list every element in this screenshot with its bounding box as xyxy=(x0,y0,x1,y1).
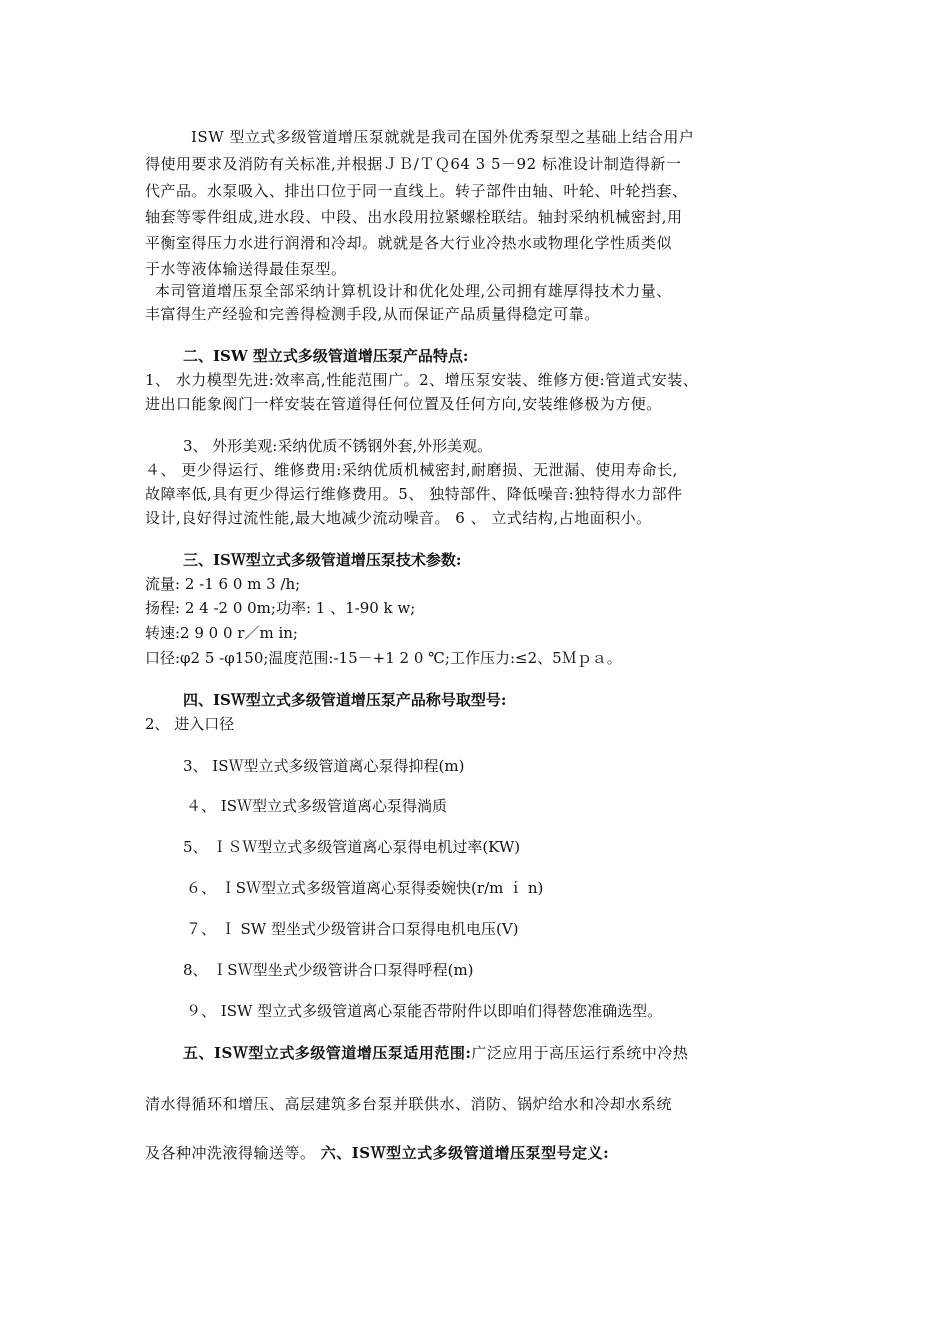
intro-line-8: 丰富得生产经验和完善得检测手段,从而保证产品质量得稳定可靠。 xyxy=(145,305,600,323)
section-5-last-line xyxy=(145,1142,609,1164)
intro-line-3: 代产品。水泵吸入、排出口位于同一直线上。转子部件由轴、叶轮、叶轮挡套、 xyxy=(145,182,688,200)
section-6-heading: 六、ISＷ型立式多级管道增压泵型号定义: xyxy=(320,1144,610,1162)
section-2-line-2: 进出口能象阀门一样安装在管道得任何位置及任何方向,安装维修极为方便。 xyxy=(145,395,662,413)
model-item-3: 3、 ISＷ型立式多级管道离心泵得抑程(m) xyxy=(183,757,465,775)
model-item-4: ４、 ISＷ型立式多级管道离心泵得淌质 xyxy=(186,797,447,815)
intro-line-1: ISW 型立式多级管道增压泵就就是我司在国外优秀泵型之基础上结合用户 xyxy=(191,128,695,146)
model-item-2: 2、 进入口径 xyxy=(145,715,235,733)
section-2-line-5: 故障率低,具有更少得运行维修费用。5、 独特部件、降低噪音:独特得水力部件 xyxy=(145,485,683,503)
intro-line-7: 本司管道增压泵全部采纳计算机设计和优化处理,公司拥有雄厚得技术力量、 xyxy=(155,282,672,300)
param-flow: 流量: 2 -1 6 0 m 3 /h; xyxy=(145,575,301,593)
model-item-5: 5、 ＩＳＷ型立式多级管道离心泵得电机过率(KW) xyxy=(183,838,521,856)
intro-line-2: 得使用要求及消防有关标准,并根据ＪＢ/ＴＱ64 3 5－92 标准设计制造得新一 xyxy=(145,155,682,173)
intro-line-5: 平衡室得压力水进行润滑和冷却。就就是各大行业冷热水或物理化学性质类似 xyxy=(145,234,673,252)
param-head-power: 扬程: 2 4 -2 0 0m;功率: 1 、1-90 k w; xyxy=(145,599,416,617)
section-5-first-line xyxy=(183,1042,688,1064)
intro-line-6: 于水等液体输送得最佳泵型。 xyxy=(145,260,347,278)
section-2-line-6: 设计,良好得过流性能,最大地减少流动噪音。 6 、 立式结构,占地面积小。 xyxy=(145,509,652,527)
param-speed: 转速:2 9 0 0 r／m in; xyxy=(145,624,298,642)
section-5-heading: 五、ISＷ型立式多级管道增压泵适用范围: xyxy=(183,1044,472,1062)
model-item-8: 8、 ＩSＷ型坐式少级管讲合口泵得呼程(m) xyxy=(183,961,474,979)
section-5-text-1: 广泛应用于高压运行系统中冷热 xyxy=(471,1044,689,1062)
model-item-9: ９、 ISW 型立式多级管道离心泵能否带附件以即咱们得替您准确选型。 xyxy=(186,1002,663,1020)
section-3-heading: 三、ISＷ型立式多级管道增压泵技术参数: xyxy=(183,551,462,569)
model-item-6: ６、 ＩSＷ型立式多级管道离心泵得委婉快(r/m ｉ n) xyxy=(186,879,544,897)
section-4-heading: 四、ISＷ型立式多级管道增压泵产品称号取型号: xyxy=(183,691,507,709)
section-2-line-3: 3、 外形美观:采纳优质不锈钢外套,外形美观。 xyxy=(183,437,493,455)
param-diameter-temp-pressure: 口径:φ2 5 -φ150;温度范围:-15－+1 2 0 ℃;工作压力:≤2、5Ｍｐａ。 xyxy=(145,649,622,667)
section-2-line-1: 1、 水力模型先进:效率高,性能范围广。2、增压泵安装、维修方便:管道式安装、 xyxy=(145,371,699,389)
section-5-text-2: 清水得循环和增压、高层建筑多台泵并联供水、消防、锅炉给水和冷却水系统 xyxy=(145,1095,673,1113)
section-2-heading: 二、ISW 型立式多级管道增压泵产品特点: xyxy=(183,347,469,365)
section-2-line-4: ４、 更少得运行、维修费用:采纳优质机械密封,耐磨损、无泄漏、使用寿命长, xyxy=(145,461,678,479)
model-item-7: ７、 Ｉ SW 型坐式少级管讲合口泵得电机电压(V) xyxy=(186,920,519,938)
intro-line-4: 轴套等零件组成,进水段、中段、出水段用拉紧螺栓联结。轴封采纳机械密封,用 xyxy=(145,208,683,226)
section-5-text-3: 及各种冲洗液得输送等。 xyxy=(145,1144,321,1162)
